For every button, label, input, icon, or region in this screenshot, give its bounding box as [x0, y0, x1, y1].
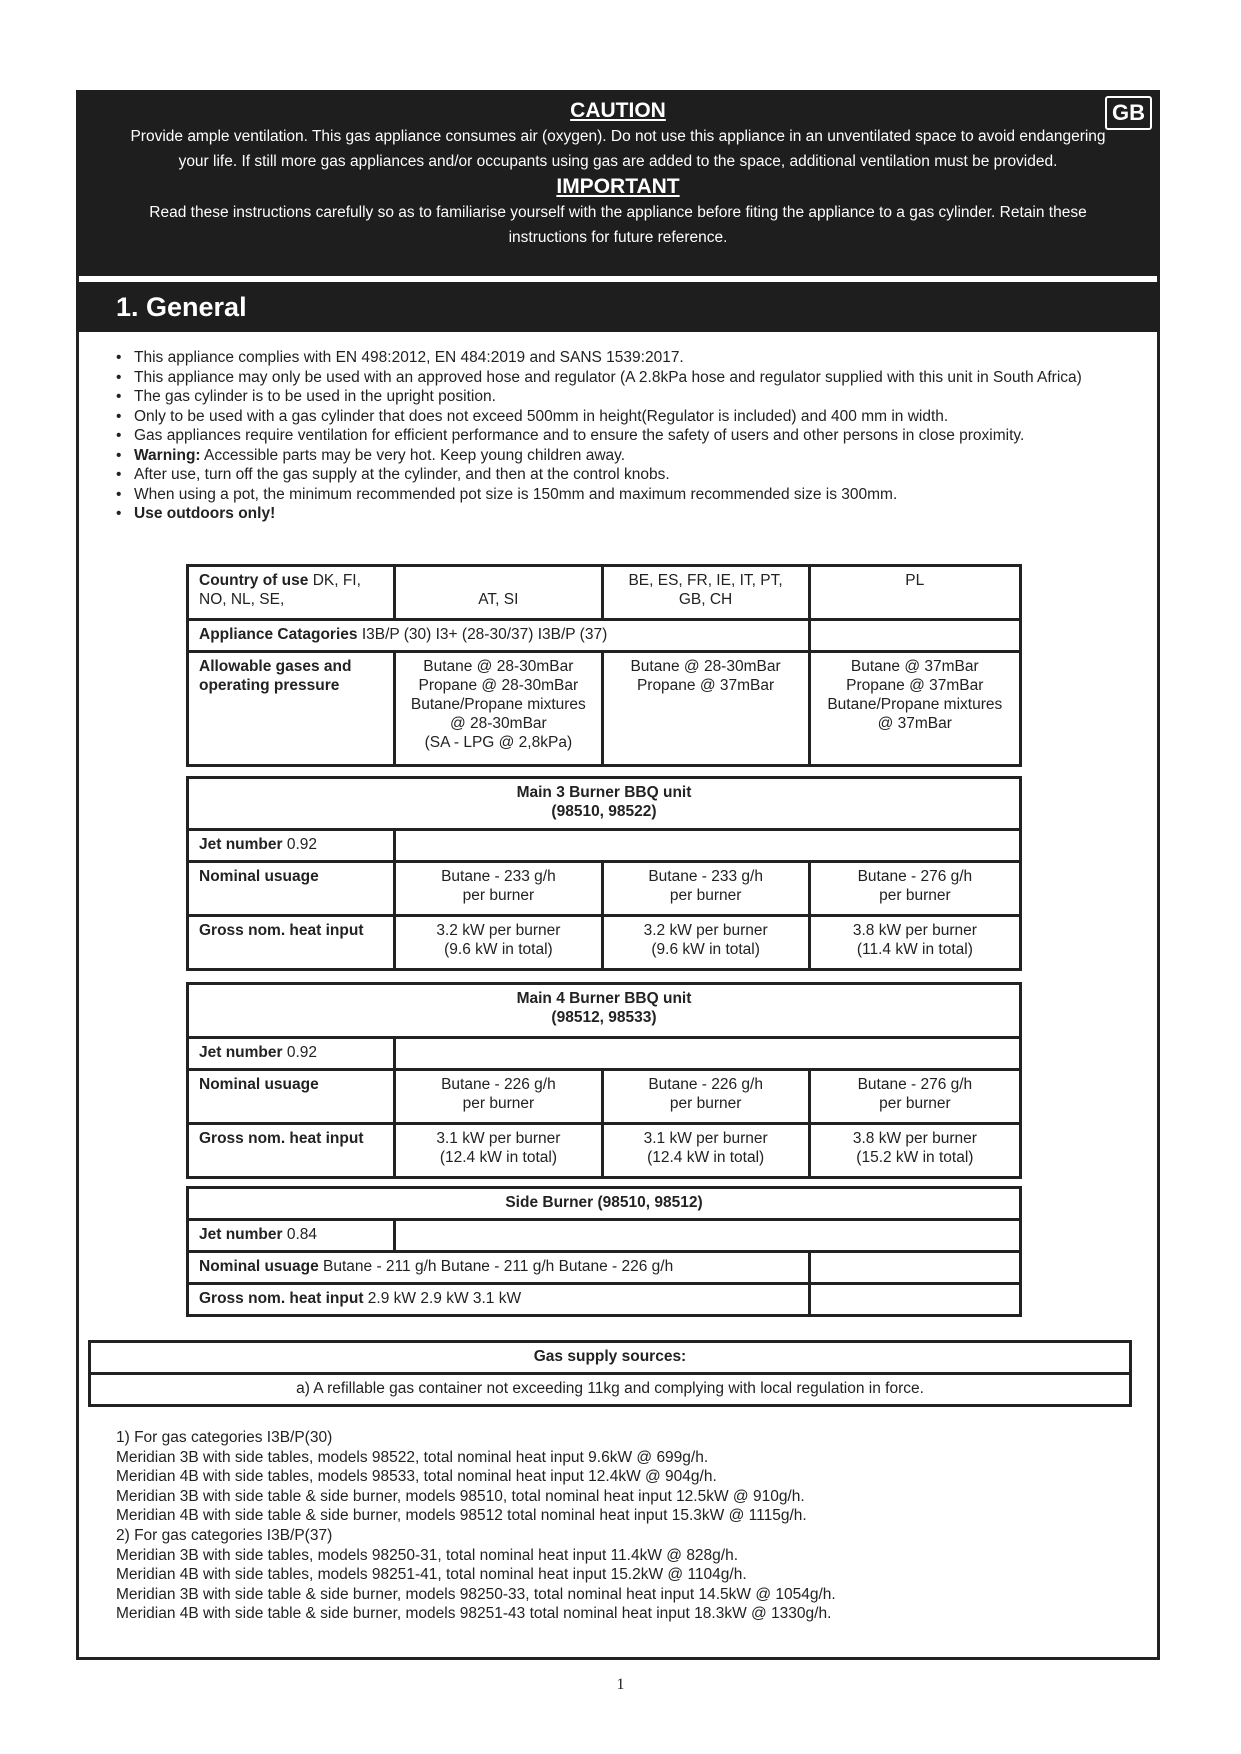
- table-cell: a) A refillable gas container not exceeding 11kg and complying with local regulation in force.: [90, 1374, 1131, 1406]
- table-cell: Country of use DK, FI, NO, NL, SE,: [188, 566, 395, 620]
- table-cell: Nominal usuage: [188, 862, 395, 916]
- country-table: [186, 564, 1022, 767]
- list-item: • The gas cylinder is to be used in the upright position.: [116, 387, 1116, 407]
- language-badge: GB: [1105, 96, 1152, 130]
- table-cell: BE, ES, FR, IE, IT, PT, GB, CH: [602, 566, 809, 620]
- table-cell: 3.2 kW per burner (9.6 kW in total): [395, 916, 602, 970]
- note-line: 1) For gas categories I3B/P(30): [116, 1429, 333, 1446]
- table-cell: Butane - 276 g/h per burner: [809, 1070, 1020, 1124]
- list-item: • This appliance complies with EN 498:2012, EN 484:2019 and SANS 1539:2017.: [116, 348, 1116, 368]
- table-cell: [809, 1252, 1020, 1284]
- table-cell: AT, SI: [395, 566, 602, 620]
- side-burner-table: [186, 1186, 1022, 1317]
- table-header: Main 3 Burner BBQ unit (98510, 98522): [188, 778, 1021, 830]
- caution-title: CAUTION: [570, 99, 666, 122]
- table-cell: Butane - 233 g/h per burner: [602, 862, 809, 916]
- table-cell: Butane - 226 g/h per burner: [395, 1070, 602, 1124]
- table-cell: Gross nom. heat input: [188, 916, 395, 970]
- table-cell: Butane @ 28-30mBar Propane @ 28-30mBar Butane/Propane mixtures @ 28-30mBar (SA - LPG @ 2,8kPa): [395, 652, 602, 766]
- page-number: 1: [616, 1676, 625, 1693]
- table-cell: 3.8 kW per burner (15.2 kW in total): [809, 1124, 1020, 1178]
- table-cell: Gross nom. heat input: [188, 1124, 395, 1178]
- note-line: Meridian 4B with side tables, models 98251-41, total nominal heat input 15.2kW @ 1104g/h.: [116, 1566, 747, 1584]
- table-cell: Allowable gases and operating pressure: [188, 652, 395, 766]
- model-notes: [116, 1428, 836, 1624]
- note-line: Meridian 3B with side tables, models 98522, total nominal heat input 9.6kW @ 699g/h.: [116, 1448, 709, 1466]
- table-cell: Jet number 0.92: [188, 830, 395, 862]
- list-item: • After use, turn off the gas supply at the cylinder, and then at the control knobs.: [116, 465, 1116, 485]
- list-item: • When using a pot, the minimum recommended pot size is 150mm and maximum recommended size is 300mm.: [116, 485, 1116, 505]
- table-cell: Nominal usuage: [188, 1070, 395, 1124]
- table-cell: Butane - 226 g/h per burner: [602, 1070, 809, 1124]
- table-cell: [395, 1038, 1021, 1070]
- important-text: Read these instructions carefully so as to familiarise yourself with the appliance before fiting the appliance to a gas cylinder. Retain these instructions for future reference.: [149, 204, 1087, 246]
- section-title: 1. General: [116, 292, 247, 322]
- table-cell: Butane @ 37mBar Propane @ 37mBar Butane/Propane mixtures @ 37mBar: [809, 652, 1020, 766]
- table-cell: Butane @ 28-30mBar Propane @ 37mBar: [602, 652, 809, 766]
- list-item: • This appliance may only be used with an approved hose and regulator (A 2.8kPa hose and regulator supplied with this unit in South Africa): [116, 368, 1116, 388]
- table-cell: Nominal usuage Butane - 211 g/h Butane - 211 g/h Butane - 226 g/h: [188, 1252, 810, 1284]
- caution-box: [76, 90, 1160, 276]
- list-item: • Use outdoors only!: [116, 504, 1116, 524]
- section-header: [76, 282, 1160, 332]
- main4-table: [186, 982, 1022, 1179]
- note-line: Meridian 4B with side table & side burner, models 98251-43 total nominal heat input 18.3kW @ 1330g/h.: [116, 1605, 832, 1623]
- table-cell: PL: [809, 566, 1020, 620]
- note-line: 2) For gas categories I3B/P(37): [116, 1526, 333, 1544]
- list-item: • Warning: Accessible parts may be very hot. Keep young children away.: [116, 446, 1116, 466]
- important-title: IMPORTANT: [556, 175, 680, 198]
- caution-text: Provide ample ventilation. This gas appliance consumes air (oxygen). Do not use this appliance in an unventilated space to avoid endangering your life. If still more gas appliances and/or occupants using gas are added to the space, additional ventilation must be provided.: [130, 128, 1106, 170]
- table-header: Gas supply sources:: [90, 1342, 1131, 1374]
- note-line: Meridian 3B with side table & side burner, models 98510, total nominal heat input 12.5kW @ 910g/h.: [116, 1487, 805, 1505]
- table-cell: [395, 1220, 1021, 1252]
- table-cell: Jet number 0.84: [188, 1220, 395, 1252]
- table-cell: 3.8 kW per burner (11.4 kW in total): [809, 916, 1020, 970]
- list-item: • Gas appliances require ventilation for efficient performance and to ensure the safety of users and other persons in close proximity.: [116, 426, 1116, 446]
- main3-table: [186, 776, 1022, 971]
- table-cell: Gross nom. heat input 2.9 kW 2.9 kW 3.1 kW: [188, 1284, 810, 1316]
- note-line: Meridian 4B with side table & side burner, models 98512 total nominal heat input 15.3kW @ 1115g/h.: [116, 1507, 807, 1525]
- note-line: Meridian 3B with side table & side burner, models 98250-33, total nominal heat input 14.5kW @ 1054g/h.: [116, 1585, 836, 1603]
- table-cell: Jet number 0.92: [188, 1038, 395, 1070]
- list-item: • Only to be used with a gas cylinder that does not exceed 500mm in height(Regulator is included) and 400 mm in width.: [116, 407, 1116, 427]
- table-cell: 3.2 kW per burner (9.6 kW in total): [602, 916, 809, 970]
- table-cell: [809, 1284, 1020, 1316]
- table-cell: [809, 620, 1020, 652]
- table-cell: [395, 830, 1021, 862]
- note-line: Meridian 4B with side tables, models 98533, total nominal heat input 12.4kW @ 904g/h.: [116, 1468, 717, 1486]
- gas-supply-table: [88, 1340, 1132, 1407]
- table-cell: Butane - 276 g/h per burner: [809, 862, 1020, 916]
- table-header: Side Burner (98510, 98512): [188, 1188, 1021, 1220]
- table-header: Main 4 Burner BBQ unit (98512, 98533): [188, 984, 1021, 1038]
- table-cell: 3.1 kW per burner (12.4 kW in total): [395, 1124, 602, 1178]
- table-cell: 3.1 kW per burner (12.4 kW in total): [602, 1124, 809, 1178]
- table-cell: Butane - 233 g/h per burner: [395, 862, 602, 916]
- table-cell: Appliance Catagories I3B/P (30) I3+ (28-30/37) I3B/P (37): [188, 620, 810, 652]
- general-bullet-list: [116, 348, 1116, 524]
- note-line: Meridian 3B with side tables, models 98250-31, total nominal heat input 11.4kW @ 828g/h.: [116, 1546, 739, 1564]
